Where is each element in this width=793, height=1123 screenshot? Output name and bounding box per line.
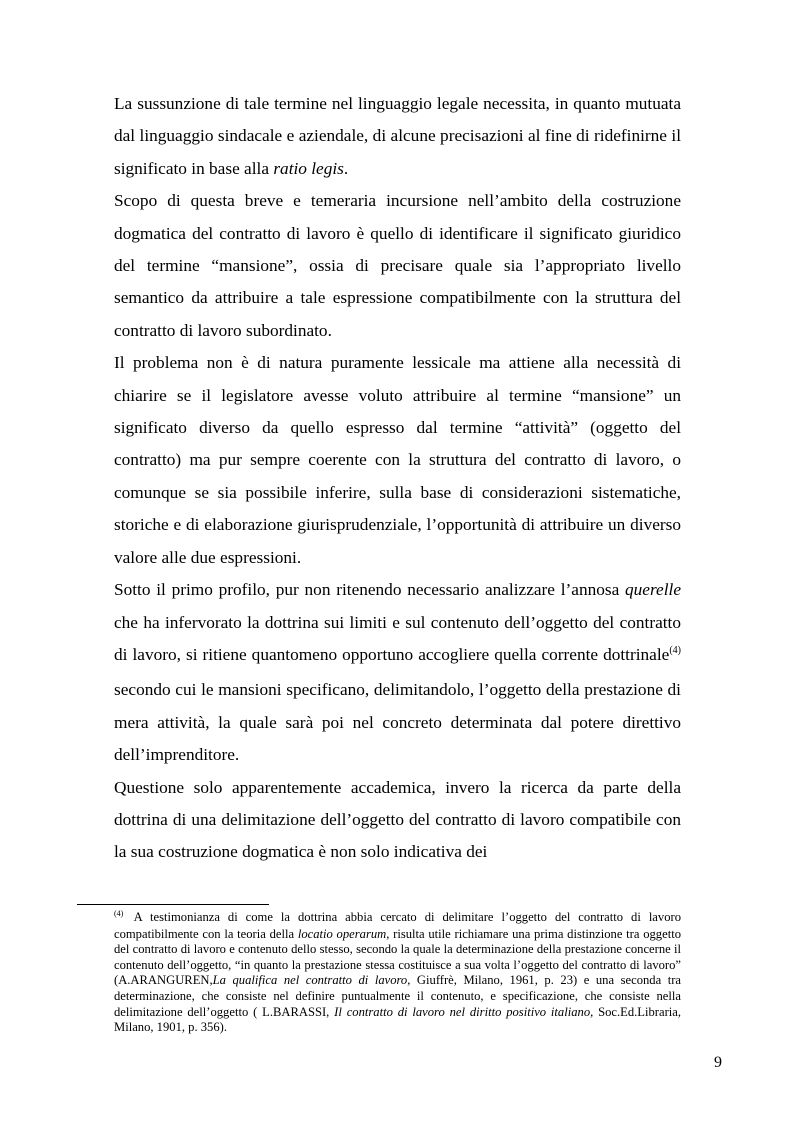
- body-text: [114, 88, 681, 869]
- latin-term: ratio legis: [273, 158, 344, 178]
- citation-title: La qualifica nel contratto di lavoro,: [212, 973, 411, 988]
- footnote-reference[interactable]: (4): [669, 644, 681, 656]
- paragraph-4: Sotto il primo profilo, pur non ritenendo necessario analizzare l’annosa querelle che ha infervorato la dottrina sui limiti e sul contenuto dell’oggetto del contratto di lavoro, si ritiene quantomeno opportuno accogliere quella corrente dottrinale$^{(4)}$ secondo cui le mansioni specificano, delimitandolo, l’oggetto della prestazione di mera attività, la quale sarà poi nel concreto determinata dal potere direttivo dell’imprenditore.: [114, 580, 681, 765]
- paragraph-3: Il problema non è di natura puramente lessicale ma attiene alla necessità di chiarire se il legislatore avesse voluto attribuire al termine “mansione” un significato diverso da quello espresso dal termine “attività” (oggetto del contratto) ma pur sempre coerente con la struttura del contratto di lavoro, o comunque se sia possibile inferire, sulla base di considerazioni sistematiche, storiche e di elaborazione giurisprudenziale, l’opportunità di attribuire un diverso valore alle due espressioni.: [114, 353, 681, 567]
- page-number: 9: [714, 1054, 722, 1071]
- french-term: querelle: [625, 580, 681, 600]
- footnote-separator: [77, 904, 269, 905]
- footnote-marker: (4): [114, 909, 124, 918]
- paragraph-1: La sussunzione di tale termine nel linguaggio legale necessita, in quanto mutuata dal linguaggio sindacale e aziendale, di alcune precisazioni al fine di ridefinirne il significato in base alla ratio legis.: [114, 94, 681, 178]
- footnote: $^{(4)}$ A testimonianza di come la dottrina abbia cercato di delimitare l’oggetto del contratto di lavoro compatibilmente con la teoria della locatio operarum, risulta utile richiamare una prima distinzione tra oggetto del contratto di lavoro e contenuto dello stesso, secondo la quale la determinazione della prestazione concerne il contenuto dell’oggetto, “in quanto la prestazione stessa costituisce a sua volta l’oggetto del contratto di lavoro” (A.ARANGUREN,La qualifica nel contratto di lavoro, Giuffrè, Milano, 1961, p. 23) e una seconda tra determinazione, che consiste nel definire puntualmente il contenuto, e specificazione, che consiste nella delimitazione dell’oggetto ( L.BARASSI, Il contratto di lavoro nel diritto positivo italiano, Soc.Ed.Libraria, Milano, 1901, p. 356).: [114, 909, 682, 1035]
- citation-title: Il contratto di lavoro nel diritto positivo italiano,: [334, 1004, 594, 1019]
- paragraph-2: Scopo di questa breve e temeraria incursione nell’ambito della costruzione dogmatica del contratto di lavoro è quello di identificare il significato giuridico del termine “mansione”, ossia di precisare quale sia l’appropriato livello semantico da attribuire a tale espressione compatibilmente con la struttura del contratto di lavoro subordinato.: [114, 191, 681, 340]
- paragraph-5: Questione solo apparentemente accademica, invero la ricerca da parte della dottrina di una delimitazione dell’oggetto del contratto di lavoro compatibile con la sua costruzione dogmatica è non solo indicativa dei: [114, 777, 681, 862]
